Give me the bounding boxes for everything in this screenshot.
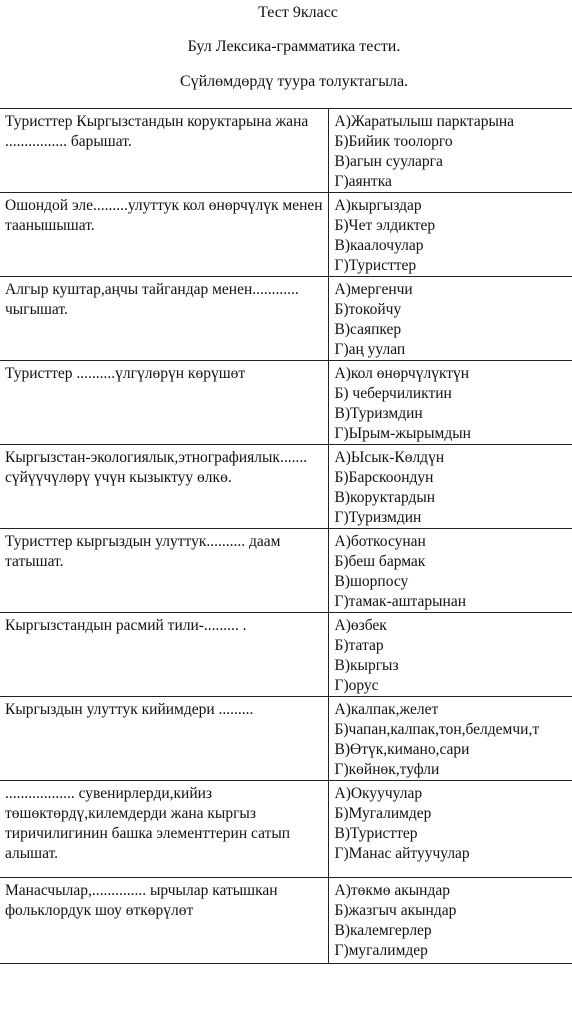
question-text: Кыргызстандын расмий тили-......... .	[5, 617, 247, 634]
option-d: Г)Туризмдин	[334, 509, 422, 526]
option-b: Б)Мугалимдер	[334, 805, 432, 822]
worksheet-subtitle: Бул Лексика-грамматика тести.	[187, 38, 401, 55]
question-text: Туристтер Кыргызстандын коруктарына жана ................ барышат.	[5, 113, 309, 150]
option-b: Б)Барскоондун	[334, 469, 434, 486]
question-row	[0, 277, 572, 361]
question-row	[0, 781, 572, 878]
option-b: Б)татар	[334, 637, 384, 654]
question-cell	[0, 109, 328, 193]
option-c: В)кыргыз	[334, 657, 399, 674]
option-c: В)Туристтер	[334, 825, 418, 842]
option-d: Г)аянтка	[334, 173, 392, 190]
option-d: Г)Ырым-жырымдын	[334, 425, 471, 442]
option-a: А)калпак,желет	[334, 701, 439, 718]
option-a: А)кол өнөрчүлүктүн	[334, 365, 470, 382]
options-cell	[328, 781, 572, 878]
option-c: В)коруктардын	[334, 489, 436, 506]
options-cell	[328, 193, 572, 277]
question-table	[0, 108, 572, 964]
options-cell	[328, 529, 572, 613]
question-row	[0, 613, 572, 697]
option-c: В)калемгерлер	[334, 922, 432, 939]
question-cell	[0, 277, 328, 361]
option-a: А)Жаратылыш парктарына	[334, 113, 515, 130]
option-d: Г)Туристтер	[334, 257, 417, 274]
option-b: Б)Чет элдиктер	[334, 217, 436, 234]
question-row	[0, 697, 572, 781]
option-c: В)Өтүк,кимано,сари	[334, 741, 470, 758]
option-a: А)кыргыздар	[334, 197, 422, 214]
question-text: Кыргыздын улуттук кийимдери .........	[5, 701, 254, 718]
option-b: Б)беш бармак	[334, 553, 426, 570]
option-c: В)шорпосу	[334, 573, 409, 590]
options-cell	[328, 613, 572, 697]
option-c: В)Туризмдин	[334, 405, 423, 422]
option-d: Г)орус	[334, 677, 379, 694]
option-b: Б)Бийик тоолорго	[334, 133, 453, 150]
question-cell	[0, 878, 328, 964]
option-d: Г)аң уулап	[334, 341, 406, 358]
option-d: Г)мугалимдер	[334, 942, 428, 959]
question-text: .................. сувенирлерди,кийиз төшөктөрдү,килемдерди жана кыргыз тиричилигинин башка элементтерин сатып алышат.	[5, 785, 291, 862]
option-c: В)каалочулар	[334, 237, 424, 254]
worksheet-instruction: Сүйлөмдөрдү туура толуктагыла.	[179, 73, 409, 90]
options-cell	[328, 697, 572, 781]
question-cell	[0, 613, 328, 697]
worksheet-header	[0, 0, 572, 108]
option-b: Б) чеберчиликтин	[334, 385, 452, 402]
option-b: Б)токойчу	[334, 301, 402, 318]
question-row	[0, 445, 572, 529]
question-row	[0, 109, 572, 193]
question-row	[0, 878, 572, 964]
question-text: Манасчылар,.............. ырчылар катышкан фольклордук шоу өткөрүлөт	[5, 882, 278, 919]
options-cell	[328, 109, 572, 193]
options-cell	[328, 445, 572, 529]
option-b: Б)жазгыч акындар	[334, 902, 457, 919]
question-cell	[0, 193, 328, 277]
question-cell	[0, 697, 328, 781]
question-cell	[0, 781, 328, 878]
option-d: Г)Манас айтуучулар	[334, 845, 470, 862]
option-a: А)боткосунан	[334, 533, 426, 550]
question-cell	[0, 445, 328, 529]
option-a: А)төкмө акындар	[334, 882, 450, 899]
option-c: В)агын сууларга	[334, 153, 443, 170]
question-cell	[0, 529, 328, 613]
option-a: А)мергенчи	[334, 281, 413, 298]
question-text: Туристтер кыргыздын улуттук.......... даам татышат.	[5, 533, 281, 570]
option-d: Г)көйнөк,туфли	[334, 761, 440, 778]
question-cell	[0, 361, 328, 445]
option-c: В)саяпкер	[334, 321, 402, 338]
question-row	[0, 361, 572, 445]
option-b: Б)чапан,калпак,тон,белдемчи,т	[334, 721, 540, 738]
question-row	[0, 193, 572, 277]
options-cell	[328, 277, 572, 361]
question-text: Кыргызстан-экологиялык,этнографиялык....... сүйүүчүлөрү үчүн кызыктуу өлкө.	[5, 449, 308, 486]
question-text: Алгыр куштар,аңчы тайгандар менен............ чыгышат.	[5, 281, 299, 318]
option-a: А)өзбек	[334, 617, 387, 634]
option-d: Г)тамак-аштарынан	[334, 593, 467, 610]
option-a: А)Окуучулар	[334, 785, 423, 802]
question-text: Ошондой эле.........улуттук кол өнөрчүлүк менен таанышышат.	[5, 197, 323, 234]
worksheet-title: Тест 9класс	[258, 4, 338, 21]
options-cell	[328, 878, 572, 964]
option-a: А)Ысык-Көлдүн	[334, 449, 445, 466]
question-text: Туристтер ..........үлгүлөрүн көрүшөт	[5, 365, 246, 382]
options-cell	[328, 361, 572, 445]
question-row	[0, 529, 572, 613]
